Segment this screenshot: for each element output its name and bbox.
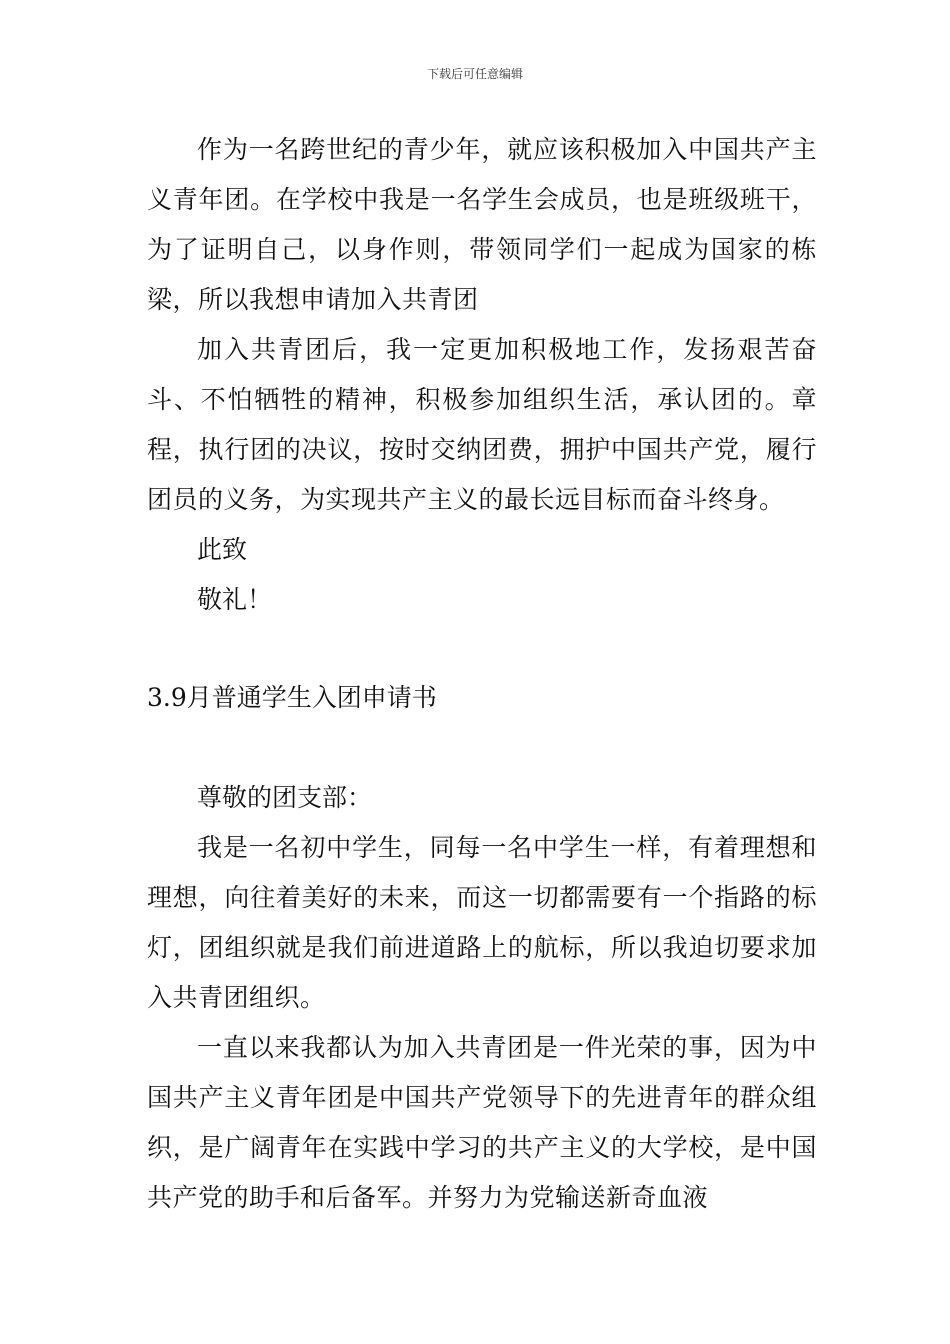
closing-line-2: 敬礼！ [197, 585, 273, 614]
paragraph-2: 加入共青团后，我一定更加积极地工作，发扬艰苦奋斗、不怕牺牲的精神，积极参加组织生活，承认团的。章程，执行团的决议，按时交纳团费，拥护中国共产党，履行团员的义务，为实现共产主义的最长远目标而奋斗终身。 [147, 335, 817, 514]
document-body [147, 125, 817, 1223]
paragraph-3: 我是一名初中学生，同每一名中学生一样，有着理想和理想，向往着美好的未来，而这一切都需要有一个指路的标灯，团组织就是我们前进道路上的航标，所以我迫切要求加入共青团组织。 [147, 833, 817, 1012]
section-title: 3.9月普通学生入团申请书 [147, 683, 437, 712]
page-header-note: 下载后可任意编辑 [426, 67, 523, 81]
paragraph-1: 作为一名跨世纪的青少年，就应该积极加入中国共产主义青年团。在学校中我是一名学生会成员，也是班级班干，为了证明自己，以身作则，带领同学们一起成为国家的栋梁，所以我想申请加入共青团 [147, 135, 817, 314]
salutation: 尊敬的团支部： [197, 783, 373, 812]
paragraph-4: 一直以来我都认为加入共青团是一件光荣的事，因为中国共产主义青年团是中国共产党领导下的先进青年的群众组织，是广阔青年在实践中学习的共产主义的大学校，是中国共产党的助手和后备军。并努力为党输送新奇血液 [147, 1033, 817, 1212]
closing-line-1: 此致 [197, 535, 248, 564]
